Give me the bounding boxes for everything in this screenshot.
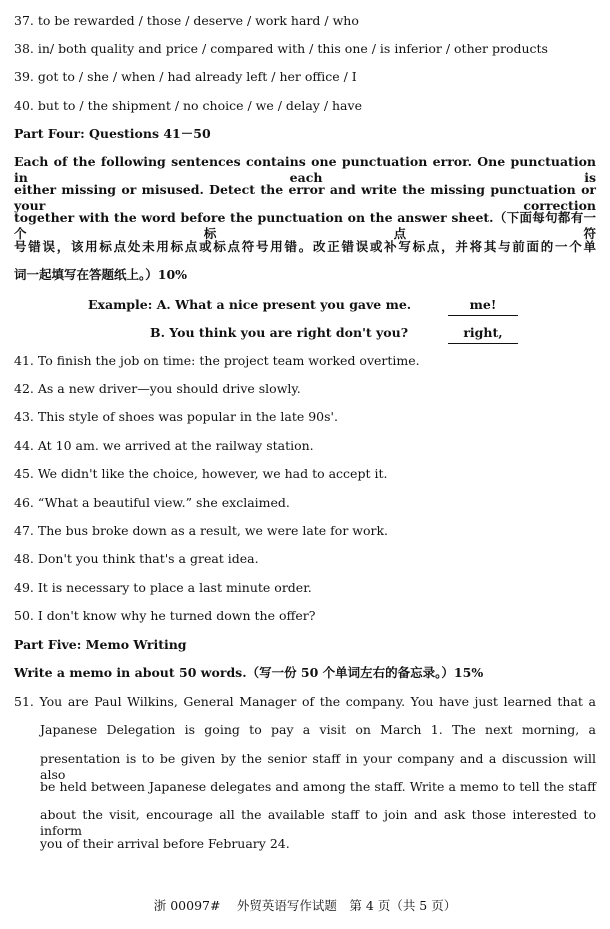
- question-51-line-2: Japanese Delegation is going to pay a visit on March 1. The next morning, a: [40, 722, 596, 737]
- part-four-instruction-line-1: Each of the following sentences contains one punctuation error. One punctuation in each is: [14, 154, 596, 185]
- question-48: 48. Don't you think that's a great idea.: [14, 551, 259, 566]
- part-five-instruction: Write a memo in about 50 words.（写一份 50 个单词左右的备忘录。）15%: [14, 665, 484, 680]
- part-four-title: Part Four: Questions 41－50: [14, 126, 211, 141]
- question-39: 39. got to / she / when / had already left / her office / I: [14, 69, 357, 84]
- question-50: 50. I don't know why he turned down the offer?: [14, 608, 316, 623]
- question-44: 44. At 10 am. we arrived at the railway station.: [14, 438, 314, 453]
- question-51-line-6: you of their arrival before February 24.: [40, 836, 290, 851]
- question-51-line-1: 51. You are Paul Wilkins, General Manager of the company. You have just learned that a: [14, 694, 596, 709]
- question-43: 43. This style of shoes was popular in the late 90s'.: [14, 409, 338, 424]
- example-b-answer: right,: [448, 325, 518, 344]
- question-51-line-3: presentation is to be given by the senior staff in your company and a discussion will also: [40, 751, 596, 782]
- question-40: 40. but to / the shipment / no choice / we / delay / have: [14, 98, 362, 113]
- question-49: 49. It is necessary to place a last minute order.: [14, 580, 312, 595]
- question-38: 38. in/ both quality and price / compared with / this one / is inferior / other products: [14, 41, 548, 56]
- question-46: 46. “What a beautiful view.” she exclaimed.: [14, 495, 290, 510]
- question-51-line-4: be held between Japanese delegates and among the staff. Write a memo to tell the staff: [40, 779, 596, 794]
- question-37: 37. to be rewarded / those / deserve / work hard / who: [14, 13, 359, 28]
- question-47: 47. The bus broke down as a result, we were late for work.: [14, 523, 389, 538]
- question-41: 41. To finish the job on time: the project team worked overtime.: [14, 353, 420, 368]
- example-a-answer: me!: [448, 297, 518, 316]
- question-42: 42. As a new driver—you should drive slowly.: [14, 381, 301, 396]
- part-four-instruction-line-5: 词一起填写在答题纸上。）10%: [14, 267, 188, 282]
- part-four-instruction-line-3: together with the word before the punctuation on the answer sheet.（下面每句都有一个标点符: [14, 210, 596, 241]
- part-four-instruction-line-4: 号错误，该用标点处未用标点或标点符号用错。改正错误或补写标点，并将其与前面的一个单: [14, 239, 596, 254]
- question-45: 45. We didn't like the choice, however, we had to accept it.: [14, 466, 388, 481]
- page-footer: 浙 00097# 外贸英语写作试题 第 4 页（共 5 页）: [153, 898, 457, 913]
- example-b-text: B. You think you are right don't you?: [150, 325, 409, 340]
- part-four-instruction-line-2: either missing or misused. Detect the error and write the missing punctuation or your correction: [14, 182, 596, 213]
- question-51-line-5: about the visit, encourage all the available staff to join and ask those interested to inform: [40, 807, 596, 838]
- example-a-text: Example: A. What a nice present you gave me.: [88, 297, 412, 312]
- part-five-title: Part Five: Memo Writing: [14, 637, 187, 652]
